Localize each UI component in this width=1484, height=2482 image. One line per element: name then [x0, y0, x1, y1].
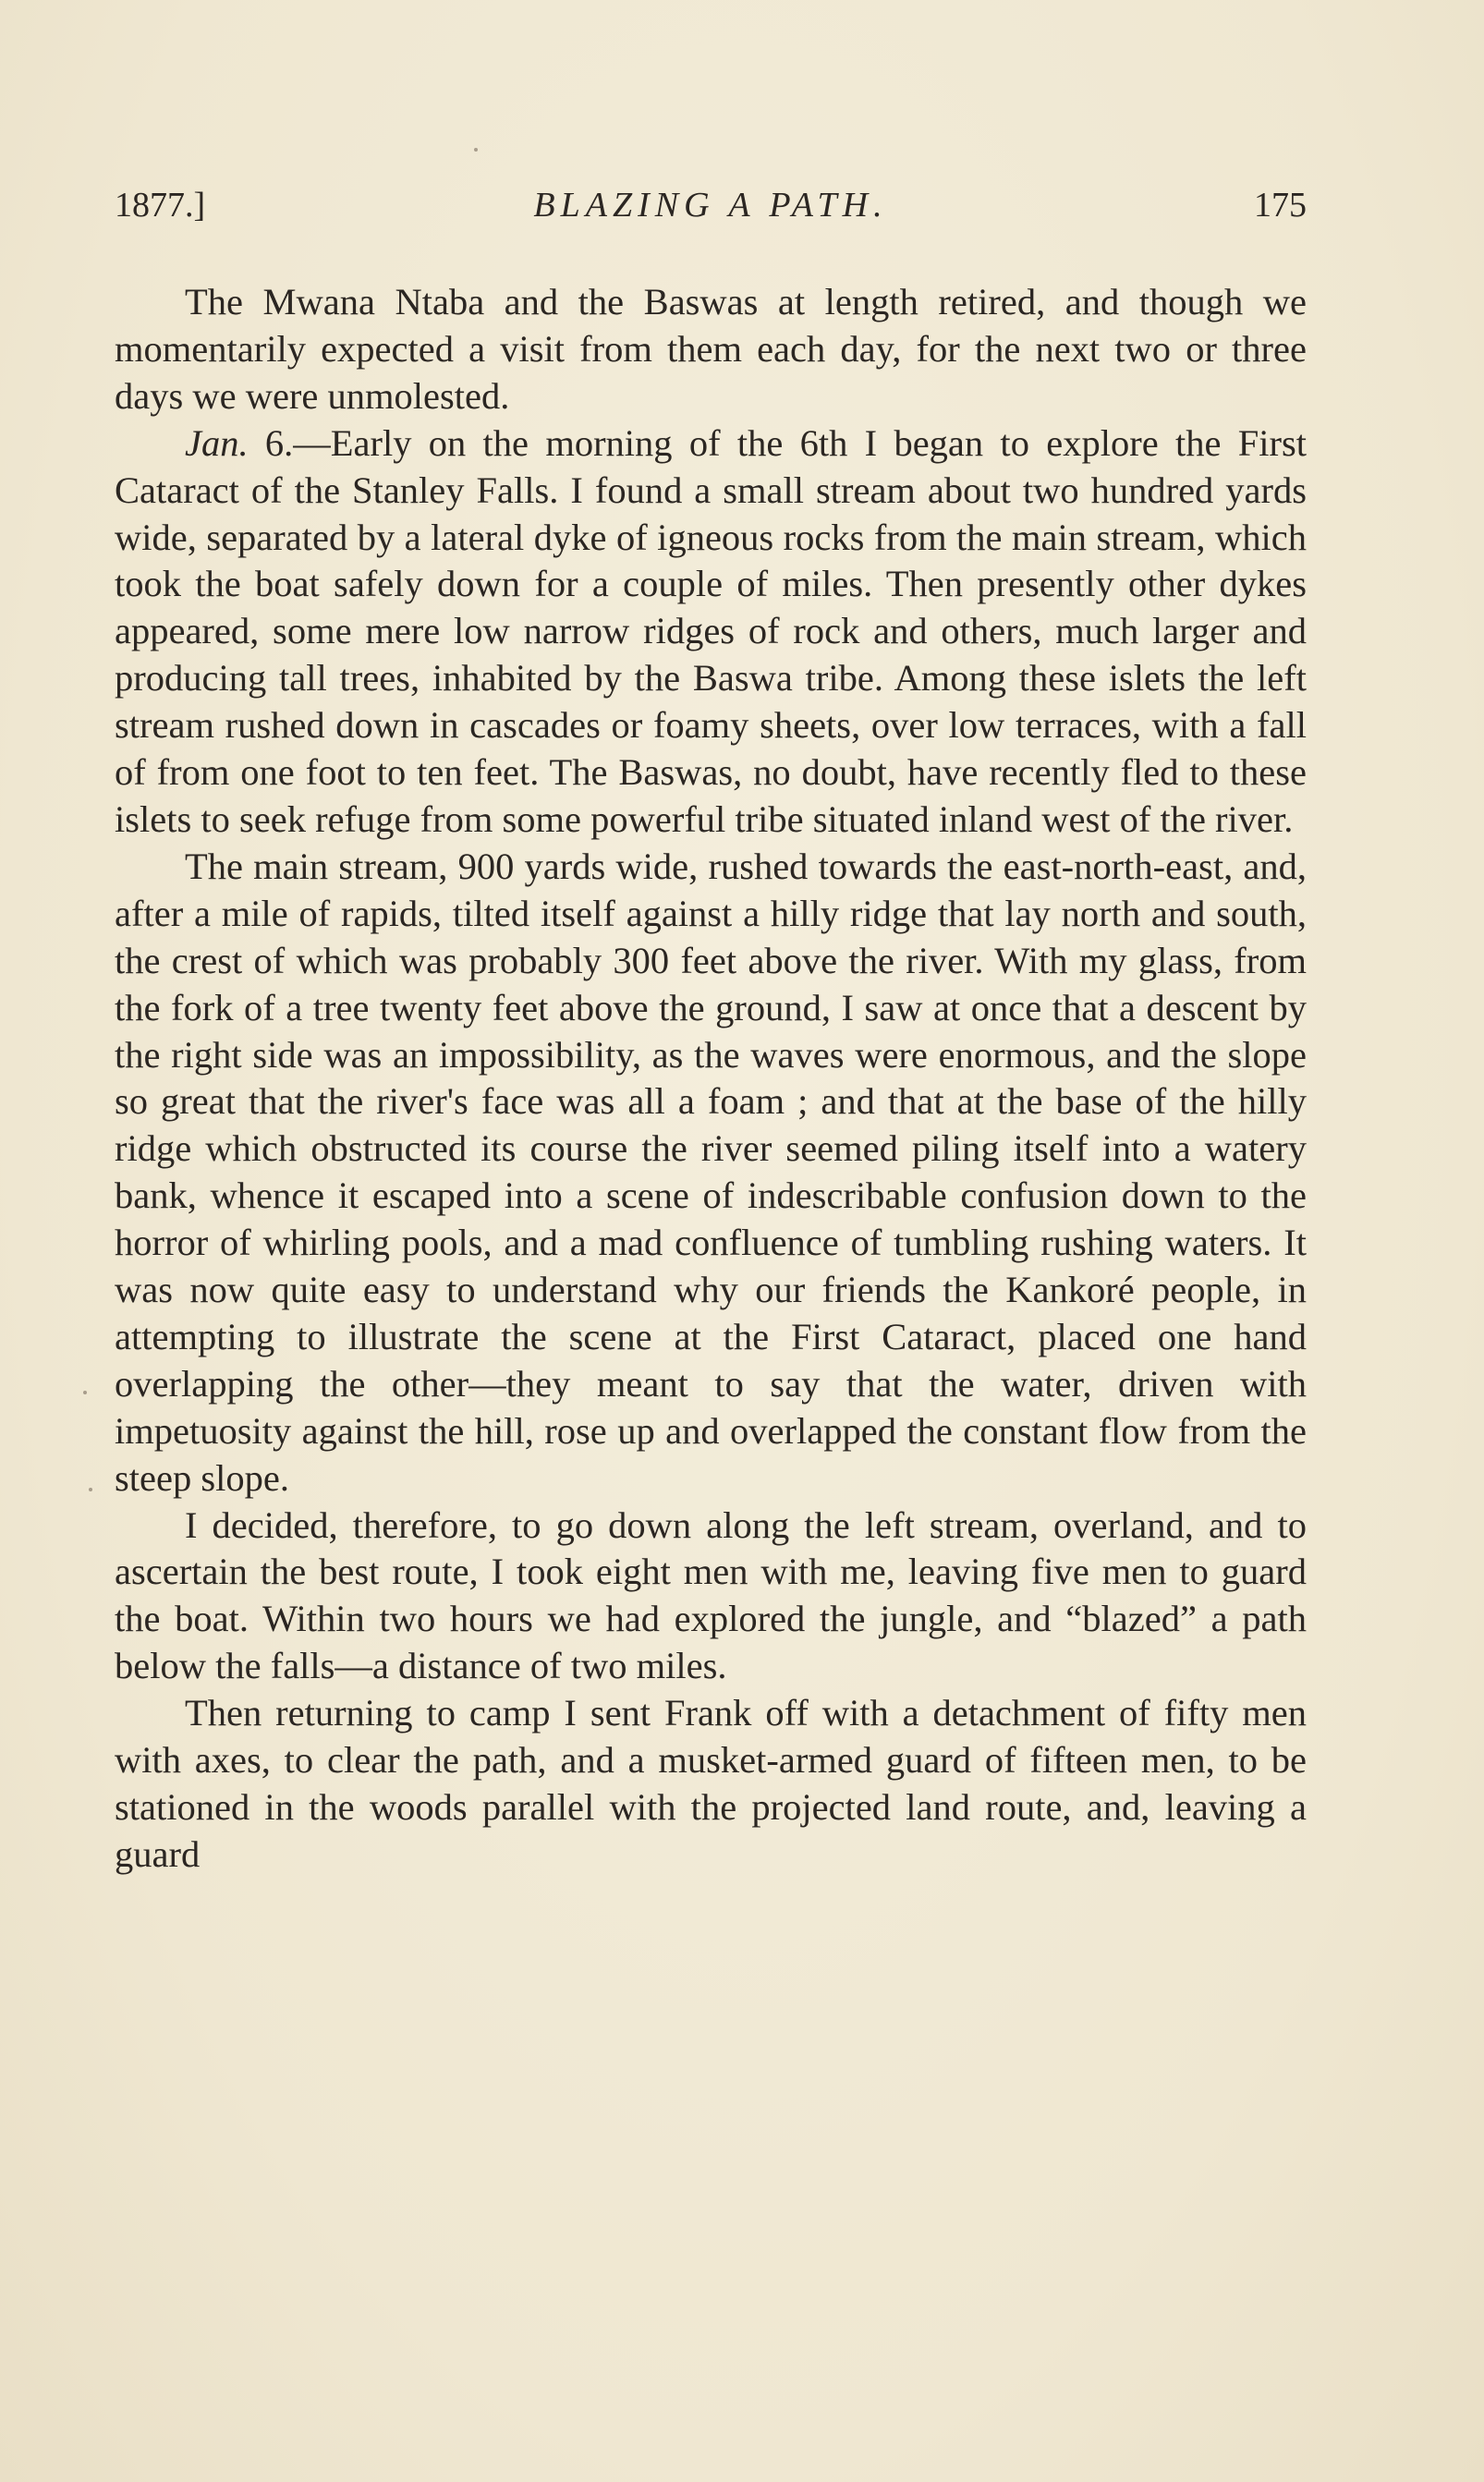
running-header: [115, 185, 1307, 240]
paragraph-text: Then returning to camp I sent Frank off with a detachment of fifty men with axes, to clear the path, and a musket-armed guard of fifteen men, to be stationed in the woods parallel with the projected land route, and, leaving a guard: [115, 1692, 1307, 1875]
paragraph-text: 6.—Early on the morning of the 6th I began to explore the First Cataract of the Stanley Falls. I found a small stream about two hundred yards wide, separated by a lateral dyke of igneous rocks from the main stream, which took the boat safely down for a couple of miles. Then presently other dykes appeared, some mere low narrow ridges of rock and others, much larger and producing tall trees, inhabited by the Baswa tribe. Among these islets the left stream rushed down in cascades or foamy sheets, over low terraces, with a fall of from one foot to ten feet. The Baswas, no doubt, have recently fled to these islets to seek refuge from some powerful tribe situated inland west of the river.: [115, 421, 1307, 840]
page-number: 175: [1254, 186, 1307, 225]
paper-speck: [89, 1488, 92, 1491]
paragraph-text: The main stream, 900 yards wide, rushed towards the east-north-east, and, after a mile of rapids, tilted itself against a hilly ridge that lay north and south, the crest of which was probably 300 feet above the river. With my glass, from the fork of a tree twenty feet above the ground, I saw at once that a descent by the right side was an impossibility, as the waves were enormous, and the slope so great that the river's face was all a foam ; and that at the base of the hilly ridge which obstructed its course the river seemed piling itself into a watery bank, whence it escaped into a scene of indescribable confusion down to the horror of whirling pools, and a mad confluence of tumbling rushing waters. It was now quite easy to understand why our friends the Kankoré people, in attempting to illustrate the scene at the First Cataract, placed one hand overlapping the other—they meant to say that the water, driven with impetuosity against the hill, rose up and overlapped the constant flow from the steep slope.: [115, 845, 1307, 1499]
paragraph: [115, 1690, 1307, 1879]
paragraph: [115, 844, 1307, 1503]
running-title: BLAZING A PATH.: [533, 186, 888, 225]
paper-speck: [474, 148, 478, 152]
paper-speck: [83, 1391, 87, 1394]
paragraph-text: I decided, therefore, to go down along the left stream, overland, and to ascertain the best route, I took eight men with me, leaving five men to guard the boat. Within two hours we had explored the jungle, and “blazed” a path below the falls—a distance of two miles.: [115, 1503, 1307, 1687]
paragraph: [115, 420, 1307, 844]
paragraph: [115, 279, 1307, 420]
header-year: 1877.]: [115, 186, 206, 225]
body-text: [115, 279, 1307, 1879]
paragraph-text: The Mwana Ntaba and the Baswas at length retired, and though we momentarily expected a visit from them each day, for the next two or three days we were unmolested.: [115, 281, 1307, 417]
date-label: Jan.: [185, 421, 249, 464]
paragraph: [115, 1503, 1307, 1691]
